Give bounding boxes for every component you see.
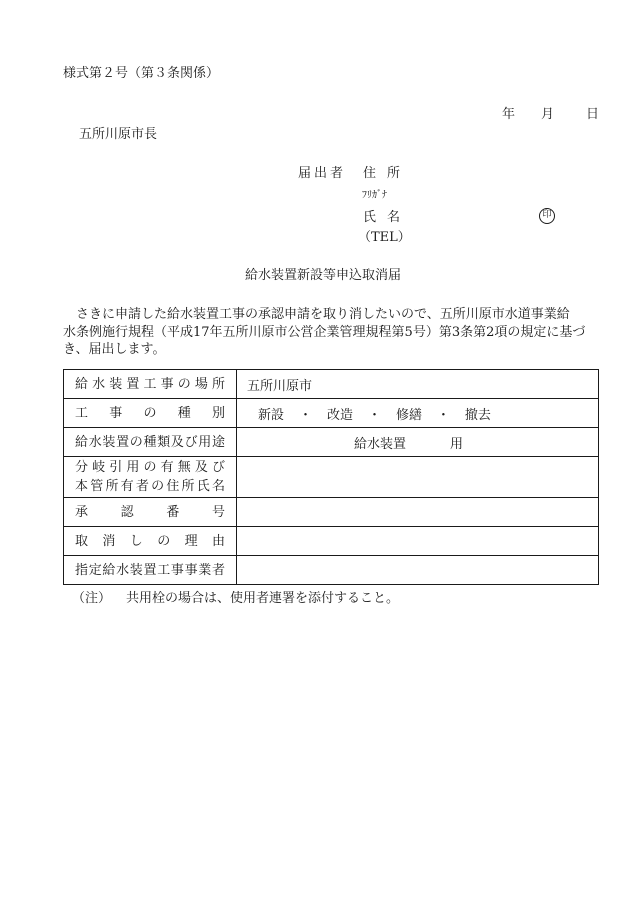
cancel-reason-label-cell bbox=[64, 527, 237, 556]
location-label-cell bbox=[64, 370, 237, 399]
contractor-label-cell bbox=[64, 556, 237, 585]
cancel-reason-value-cell[interactable] bbox=[237, 527, 599, 556]
branch-label-line2: 本管所有者の住所氏名 bbox=[75, 479, 225, 494]
furigana-label: ﾌﾘｶﾞﾅ bbox=[362, 190, 387, 201]
table-row bbox=[64, 428, 599, 457]
table-row bbox=[64, 527, 599, 556]
work-type-separator: ・ bbox=[298, 407, 312, 423]
branch-label-line1: 分岐引用の有無及び bbox=[75, 460, 225, 475]
work-type-option-remove: 撤去 bbox=[464, 407, 491, 423]
usage-value bbox=[237, 433, 598, 452]
addressee: 五所川原市長 bbox=[79, 127, 158, 142]
usage-value-cell bbox=[237, 428, 599, 457]
work-type-label: 工事の種別 bbox=[75, 405, 225, 421]
table-row bbox=[64, 457, 599, 498]
address-label: 住所 bbox=[363, 166, 412, 181]
seal-icon: 印 bbox=[539, 208, 555, 224]
date-day-label: 日 bbox=[586, 107, 600, 122]
branch-label-cell bbox=[64, 457, 237, 498]
document-title: 給水装置新設等申込取消届 bbox=[245, 268, 402, 283]
work-type-option-new: 新設 bbox=[258, 407, 285, 423]
usage-suffix: 用 bbox=[450, 436, 464, 452]
usage-device-text: 給水装置 bbox=[354, 436, 407, 452]
approval-number-label: 承認番号 bbox=[75, 504, 225, 520]
notifier-label: 届出者 bbox=[298, 166, 347, 181]
work-type-label-cell bbox=[64, 399, 237, 428]
work-type-option-modify: 改造 bbox=[326, 407, 353, 423]
location-value: 五所川原市 bbox=[247, 378, 313, 394]
name-label: 氏名 bbox=[363, 210, 412, 225]
table-row bbox=[64, 556, 599, 585]
usage-label-cell bbox=[64, 428, 237, 457]
location-label: 給水装置工事の場所 bbox=[75, 376, 225, 392]
approval-number-value-cell[interactable] bbox=[237, 498, 599, 527]
table-row bbox=[64, 498, 599, 527]
work-type-option-repair: 修繕 bbox=[395, 407, 422, 423]
branch-value-cell[interactable] bbox=[237, 457, 599, 498]
work-type-separator: ・ bbox=[367, 407, 381, 423]
table-row bbox=[64, 399, 599, 428]
footnote-text: 共用栓の場合は、使用者連署を添付すること。 bbox=[126, 591, 400, 606]
body-line: 水条例施行規程（平成17年五所川原市公営企業管理規程第5号）第3条第2項の規定に基づ bbox=[63, 324, 586, 340]
location-value-cell bbox=[237, 370, 599, 399]
tel-label: （TEL） bbox=[358, 230, 411, 245]
application-table bbox=[63, 369, 599, 585]
work-type-separator: ・ bbox=[436, 407, 450, 423]
body-paragraph bbox=[63, 306, 600, 359]
footnote-mark: （注） bbox=[72, 591, 112, 606]
contractor-label: 指定給水装置工事事業者 bbox=[75, 562, 225, 578]
work-type-options bbox=[237, 404, 598, 423]
approval-number-label-cell bbox=[64, 498, 237, 527]
body-line: き、届出します。 bbox=[63, 342, 166, 357]
body-line: さきに申請した給水装置工事の承認申請を取り消したいので、五所川原市水道事業給 bbox=[76, 307, 570, 322]
table-row bbox=[64, 370, 599, 399]
date-year-label: 年 bbox=[502, 107, 516, 122]
cancel-reason-label: 取消しの理由 bbox=[75, 533, 225, 549]
footnote bbox=[72, 591, 399, 607]
contractor-value-cell[interactable] bbox=[237, 556, 599, 585]
work-type-options-cell bbox=[237, 399, 599, 428]
usage-label: 給水装置の種類及び用途 bbox=[75, 434, 225, 450]
form-number: 様式第２号（第３条関係） bbox=[63, 66, 220, 81]
date-month-label: 月 bbox=[541, 107, 555, 122]
